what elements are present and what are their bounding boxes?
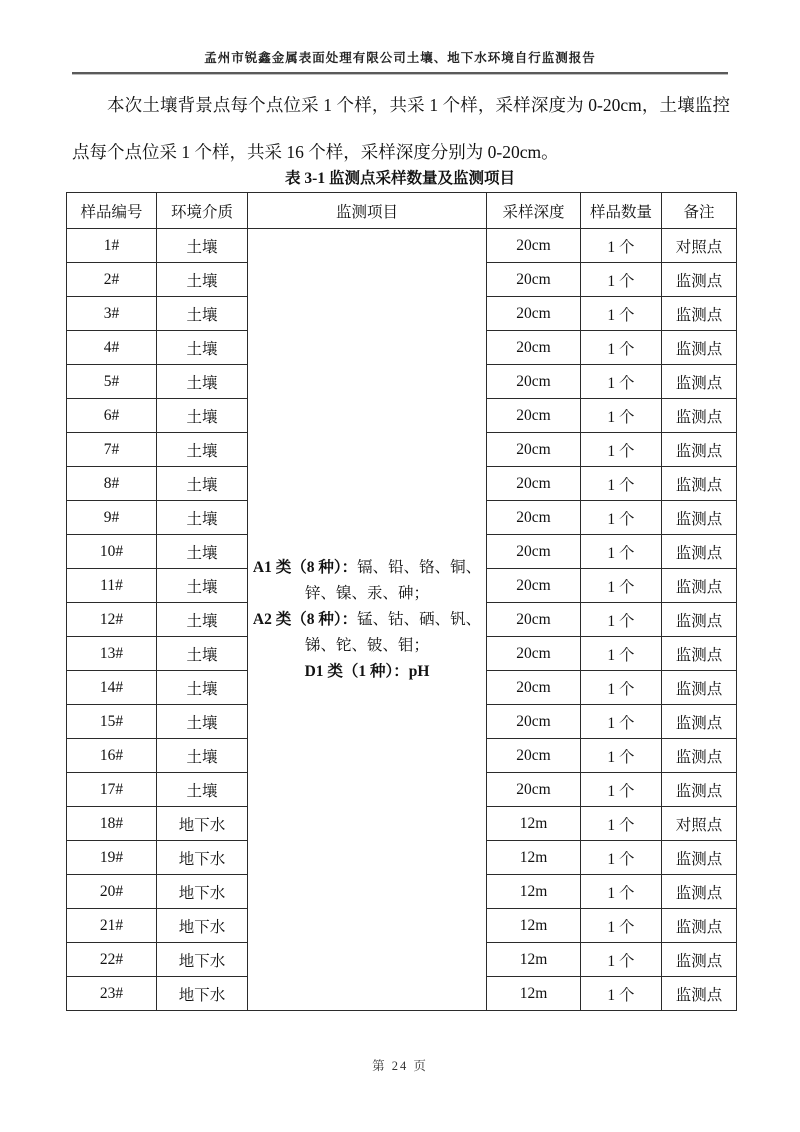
cell-note: 监测点 [662, 297, 737, 331]
table-title: 表 3-1 监测点采样数量及监测项目 [285, 170, 515, 187]
cell-count: 1 个 [581, 841, 662, 875]
cell-sample-id: 1# [67, 229, 157, 263]
cell-sample-id: 14# [67, 671, 157, 705]
cell-depth: 20cm [487, 297, 581, 331]
cell-depth: 20cm [487, 331, 581, 365]
cell-depth: 20cm [487, 263, 581, 297]
cell-count: 1 个 [581, 671, 662, 705]
cell-note: 监测点 [662, 263, 737, 297]
cell-note: 监测点 [662, 909, 737, 943]
col-header-sample-id: 样品编号 [67, 193, 157, 229]
cell-count: 1 个 [581, 739, 662, 773]
cell-count: 1 个 [581, 603, 662, 637]
col-header-note: 备注 [662, 193, 737, 229]
cell-depth: 20cm [487, 399, 581, 433]
cell-count: 1 个 [581, 569, 662, 603]
cell-depth: 20cm [487, 671, 581, 705]
cell-count: 1 个 [581, 297, 662, 331]
cell-sample-id: 6# [67, 399, 157, 433]
cell-count: 1 个 [581, 365, 662, 399]
cell-sample-id: 20# [67, 875, 157, 909]
cell-depth: 20cm [487, 739, 581, 773]
cell-medium: 土壤 [157, 297, 248, 331]
cell-depth: 20cm [487, 637, 581, 671]
col-header-medium: 环境介质 [157, 193, 248, 229]
cell-count: 1 个 [581, 807, 662, 841]
cell-note: 监测点 [662, 535, 737, 569]
cell-count: 1 个 [581, 535, 662, 569]
page-number: 第 24 页 [372, 1059, 428, 1073]
cell-note: 对照点 [662, 229, 737, 263]
cell-depth: 20cm [487, 501, 581, 535]
cell-note: 监测点 [662, 671, 737, 705]
cell-medium: 地下水 [157, 841, 248, 875]
cell-medium: 土壤 [157, 739, 248, 773]
cell-sample-id: 19# [67, 841, 157, 875]
cell-note: 监测点 [662, 331, 737, 365]
cell-note: 监测点 [662, 841, 737, 875]
cell-depth: 20cm [487, 773, 581, 807]
cell-count: 1 个 [581, 705, 662, 739]
cell-count: 1 个 [581, 433, 662, 467]
cell-depth: 20cm [487, 365, 581, 399]
cell-count: 1 个 [581, 875, 662, 909]
cell-medium: 地下水 [157, 977, 248, 1011]
cell-medium: 地下水 [157, 875, 248, 909]
cell-note: 监测点 [662, 365, 737, 399]
cell-sample-id: 22# [67, 943, 157, 977]
cell-depth: 12m [487, 875, 581, 909]
project-line-category: D1 类（1 种）：pH [304, 662, 430, 680]
cell-medium: 地下水 [157, 943, 248, 977]
cell-sample-id: 15# [67, 705, 157, 739]
cell-medium: 土壤 [157, 569, 248, 603]
cell-note: 监测点 [662, 467, 737, 501]
cell-count: 1 个 [581, 501, 662, 535]
cell-medium: 土壤 [157, 535, 248, 569]
cell-depth: 12m [487, 807, 581, 841]
cell-sample-id: 4# [67, 331, 157, 365]
cell-sample-id: 8# [67, 467, 157, 501]
body-paragraph: 本次土壤背景点每个点位采 1 个样，共采 1 个样，采样深度为 0-20cm，土壤监控点每个点位采 1 个样，共采 16 个样，采样深度分别为 0-20cm。 [72, 95, 730, 162]
project-line-category: A1 类（8 种）： [252, 558, 358, 576]
cell-medium: 地下水 [157, 807, 248, 841]
cell-sample-id: 21# [67, 909, 157, 943]
header-rule [72, 72, 728, 75]
cell-sample-id: 7# [67, 433, 157, 467]
cell-sample-id: 12# [67, 603, 157, 637]
cell-sample-id: 18# [67, 807, 157, 841]
cell-medium: 土壤 [157, 263, 248, 297]
cell-medium: 土壤 [157, 433, 248, 467]
cell-count: 1 个 [581, 637, 662, 671]
cell-note: 监测点 [662, 637, 737, 671]
cell-medium: 土壤 [157, 501, 248, 535]
table-header-row [67, 193, 737, 229]
cell-medium: 土壤 [157, 399, 248, 433]
cell-count: 1 个 [581, 773, 662, 807]
cell-depth: 20cm [487, 467, 581, 501]
col-header-project: 监测项目 [248, 193, 487, 229]
cell-sample-id: 13# [67, 637, 157, 671]
cell-note: 监测点 [662, 569, 737, 603]
cell-depth: 20cm [487, 229, 581, 263]
cell-note: 监测点 [662, 739, 737, 773]
cell-sample-id: 9# [67, 501, 157, 535]
cell-depth: 20cm [487, 569, 581, 603]
monitoring-project-cell [248, 229, 487, 1011]
cell-sample-id: 11# [67, 569, 157, 603]
cell-count: 1 个 [581, 909, 662, 943]
cell-sample-id: 3# [67, 297, 157, 331]
cell-note: 对照点 [662, 807, 737, 841]
cell-count: 1 个 [581, 229, 662, 263]
cell-depth: 20cm [487, 705, 581, 739]
project-line-items: 镉、铅、铬、铜、锌、镍、汞、砷； [304, 558, 482, 602]
cell-depth: 20cm [487, 535, 581, 569]
cell-depth: 12m [487, 943, 581, 977]
cell-medium: 土壤 [157, 331, 248, 365]
table-row [67, 229, 737, 263]
cell-medium: 地下水 [157, 909, 248, 943]
cell-medium: 土壤 [157, 773, 248, 807]
cell-sample-id: 5# [67, 365, 157, 399]
cell-note: 监测点 [662, 773, 737, 807]
sampling-table-body [67, 229, 737, 1011]
cell-depth: 20cm [487, 603, 581, 637]
cell-sample-id: 23# [67, 977, 157, 1011]
cell-medium: 土壤 [157, 365, 248, 399]
cell-depth: 12m [487, 977, 581, 1011]
cell-note: 监测点 [662, 705, 737, 739]
cell-note: 监测点 [662, 603, 737, 637]
cell-note: 监测点 [662, 875, 737, 909]
project-line [250, 659, 484, 685]
col-header-count: 样品数量 [581, 193, 662, 229]
cell-medium: 土壤 [157, 229, 248, 263]
cell-sample-id: 17# [67, 773, 157, 807]
cell-sample-id: 10# [67, 535, 157, 569]
cell-sample-id: 2# [67, 263, 157, 297]
cell-count: 1 个 [581, 263, 662, 297]
cell-count: 1 个 [581, 399, 662, 433]
cell-depth: 12m [487, 909, 581, 943]
cell-medium: 土壤 [157, 705, 248, 739]
cell-medium: 土壤 [157, 467, 248, 501]
cell-medium: 土壤 [157, 637, 248, 671]
cell-count: 1 个 [581, 467, 662, 501]
project-line [250, 607, 484, 659]
cell-sample-id: 16# [67, 739, 157, 773]
cell-note: 监测点 [662, 943, 737, 977]
cell-depth: 12m [487, 841, 581, 875]
project-line-category: A2 类（8 种）： [252, 610, 358, 628]
cell-count: 1 个 [581, 331, 662, 365]
col-header-depth: 采样深度 [487, 193, 581, 229]
cell-medium: 土壤 [157, 603, 248, 637]
project-line-items: 锰、钴、硒、钒、锑、铊、铍、钼； [304, 610, 482, 654]
cell-note: 监测点 [662, 399, 737, 433]
project-line [250, 555, 484, 607]
cell-depth: 20cm [487, 433, 581, 467]
cell-note: 监测点 [662, 501, 737, 535]
cell-note: 监测点 [662, 433, 737, 467]
sampling-table [66, 192, 737, 1011]
cell-count: 1 个 [581, 943, 662, 977]
cell-count: 1 个 [581, 977, 662, 1011]
cell-medium: 土壤 [157, 671, 248, 705]
cell-note: 监测点 [662, 977, 737, 1011]
document-header: 孟州市锐鑫金属表面处理有限公司土壤、地下水环境自行监测报告 [204, 51, 596, 65]
